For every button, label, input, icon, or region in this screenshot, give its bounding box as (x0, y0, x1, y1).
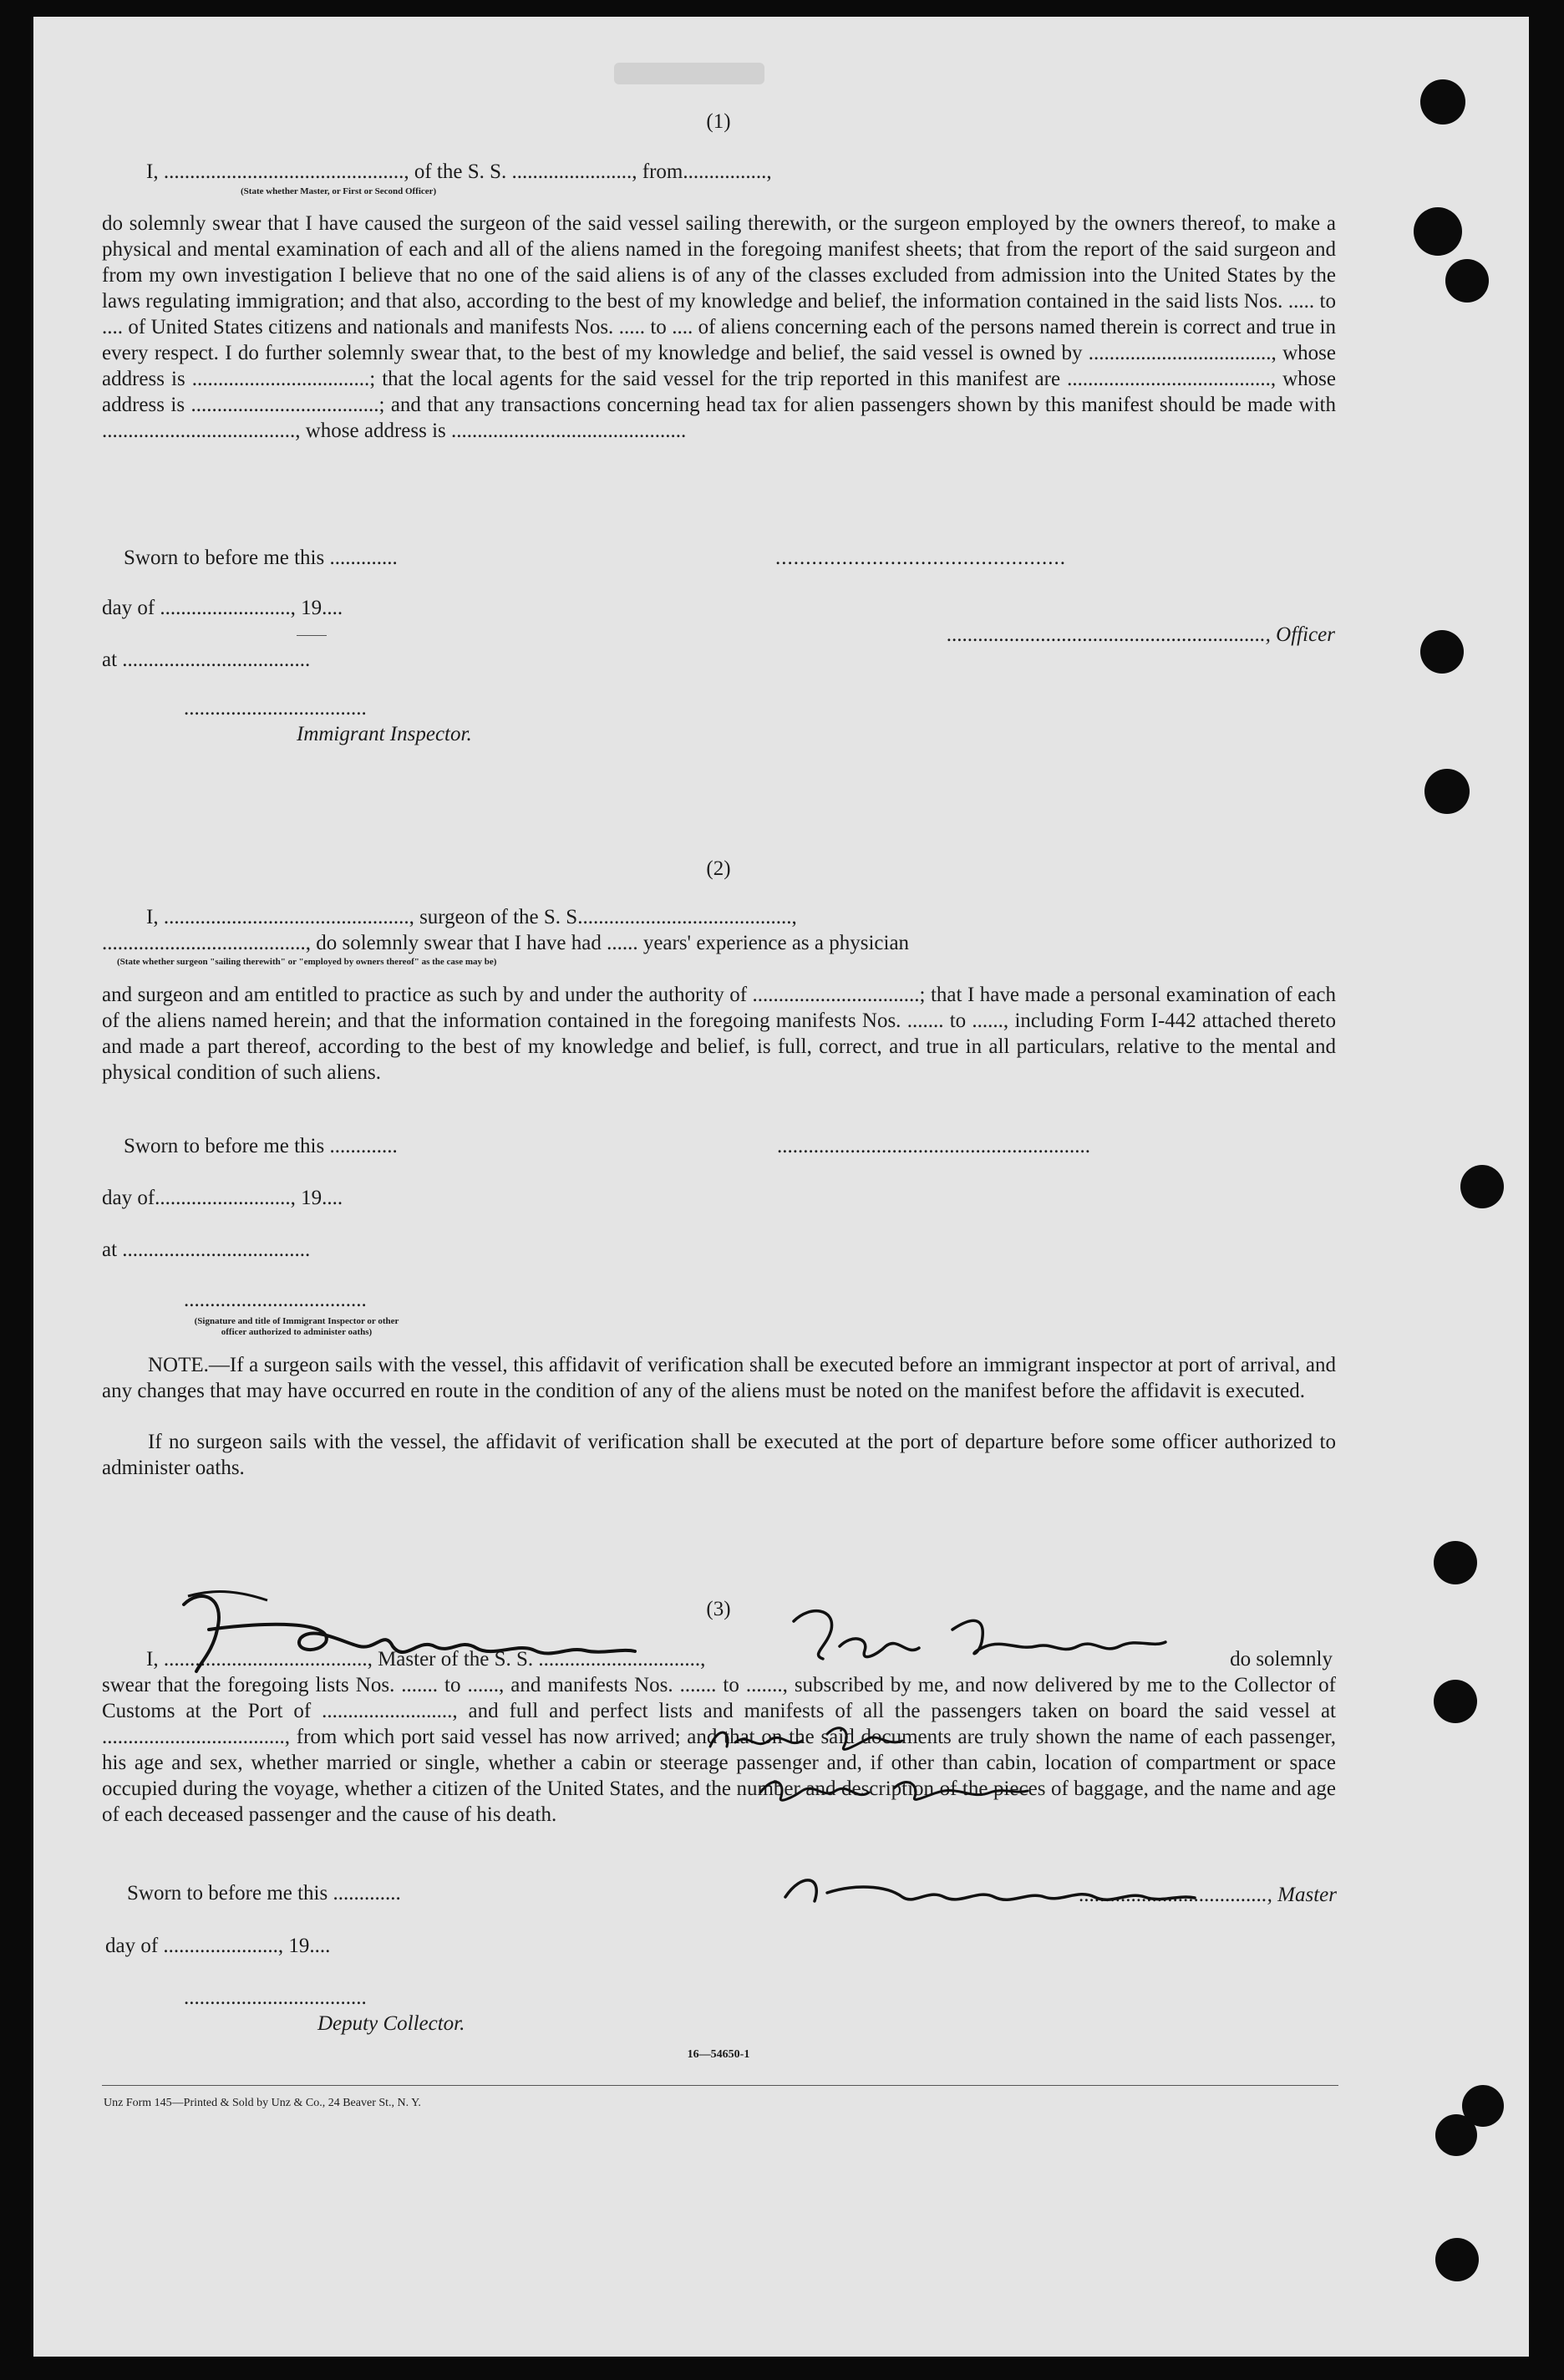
punch-hole (1414, 207, 1462, 256)
document-page (33, 17, 1529, 2357)
section2-sworn: Sworn to before me this ............. (124, 1135, 398, 1157)
punch-hole (1434, 1680, 1477, 1723)
section1-line1: I, .............................................., of the S. S. ......................., from................, (146, 160, 772, 183)
section1-number: (1) (706, 110, 731, 133)
section2-note1: NOTE.—If a surgeon sails with the vessel, this affidavit of verification shall be executed before an immigrant inspector at port of arrival, and any changes that may have occurred en route in the condition of any of the aliens must be noted on the manifest before the affidavit is executed. (102, 1354, 1336, 1402)
section1-sworn: Sworn to before me this ............. (124, 547, 398, 569)
section2-line1: I, ..............................................., surgeon of the S. S........................................., (146, 906, 797, 928)
section2-note2: If no surgeon sails with the vessel, the affidavit of verification shall be executed at the port of departure before some officer authorized to administer oaths. (102, 1431, 1336, 1479)
section1-inspector-dots: ................................... (184, 697, 367, 720)
section1-inspector-title: Immigrant Inspector. (297, 723, 472, 745)
section2-line2-note: (State whether surgeon "sailing therewith" or "employed by owners thereof" as the case may be) (117, 957, 497, 967)
section3-collector-dots: ................................... (184, 1986, 367, 2009)
section1-officer-line: ............................................................., Officer (947, 623, 1335, 646)
punch-hole (1445, 259, 1489, 303)
section1-paragraph: do solemnly swear that I have caused the surgeon of the said vessel sailing therewith, or the surgeon employed by the owners thereof, to make a physical and mental examination of each and all of the aliens named in the foregoing manifest sheets; that from the report of the said surgeon and from my own investigation I believe that no one of the said aliens is of any of the classes excluded from admission into the United States by the laws regulating immigration; and that also, according to the best of my knowledge and belief, the information contained in the said lists Nos. ..... to .... of United States citizens and nationals and manifests Nos. ..... to .... of aliens concerning each of the persons named therein is correct and true in every respect. I do further solemnly swear that, to the best of my knowledge and belief, the said vessel is owned by ..................................., whose address is ..................................; that the local agents for the said vessel for the trip reported in this manifest are ......................................., whose address is ....................................; and that any transactions concerning head tax for alien passengers shown by this manifest should be made with ....................................., whose address is ............................................. (102, 212, 1336, 442)
section2-at: at .................................... (102, 1238, 311, 1261)
section2-inspector-note: (Signature and title of Immigrant Inspector or other officer authorized to administer oaths) (194, 1316, 399, 1337)
handwritten-ship-name (785, 1596, 1186, 1671)
section2-day: day of.........................., 19.... (102, 1187, 343, 1209)
punch-hole (1420, 630, 1464, 674)
punch-hole (1460, 1165, 1504, 1208)
handwritten-port (702, 1717, 919, 1759)
section3-line1-b: do solemnly (1230, 1648, 1333, 1671)
section2-paragraph: and surgeon and am entitled to practice as such by and under the authority of ................................; that I have made a personal examination of each of the aliens named herein; and that the information contained in the foregoing manifests Nos. ....... to ......, including Form I-442 attached thereto and made a part thereof, according to the best of my knowledge and belief, is full, correct, and true in all particulars, relative to the mental and physical condition of such aliens. (102, 984, 1336, 1084)
section3-number: (3) (706, 1598, 731, 1620)
section2-number: (2) (706, 857, 731, 880)
section3-day: day of ......................, 19.... (105, 1935, 331, 1957)
punch-hole (1434, 1541, 1477, 1584)
section3-line1-a: I, ......................................., Master of the S. S. ..............................., (146, 1648, 706, 1671)
handwritten-master-signature (167, 1571, 668, 1688)
punch-hole (1435, 2114, 1477, 2156)
handwritten-origin-port (752, 1767, 1036, 1809)
punch-hole (1424, 769, 1470, 814)
section2-sig-dots: ............................................................ (777, 1135, 1090, 1157)
punch-hole (1420, 79, 1465, 125)
section1-officer-dash (297, 635, 327, 636)
section2-line2: ......................................., do solemnly swear that I have had ...... years' experience as a physician (102, 932, 910, 954)
section3-collector-title: Deputy Collector. (317, 2012, 465, 2035)
footer-publisher: Unz Form 145—Printed & Sold by Unz & Co., 24 Beaver St., N. Y. (104, 2097, 421, 2109)
section2-inspector-dots: ................................... (184, 1289, 367, 1311)
form-number: 16—54650-1 (687, 2048, 750, 2061)
section1-day: day of ........................., 19.... (102, 597, 343, 619)
section1-line1-note: (State whether Master, or First or Second Officer) (241, 186, 437, 196)
section3-sworn: Sworn to before me this ............. (127, 1882, 401, 1905)
punch-hole (1435, 2238, 1479, 2281)
handwritten-master-signature-2 (777, 1859, 1245, 1918)
faint-stamp-mark (614, 63, 764, 84)
section1-sig-dots: ................................................ (775, 547, 1066, 569)
section1-at: at .................................... (102, 648, 311, 671)
section3-master-line: ...................................., Master (1079, 1884, 1337, 1906)
footer-rule (102, 2085, 1338, 2086)
section3-paragraph: swear that the foregoing lists Nos. ....... to ......, and manifests Nos. ....... to ......., subscribed by me, and now delivered by me to the Collector of Customs at the Port of ........................., and full and perfect lists and manifests of all the passengers taken on board the said vessel at ..................................., from which port said vessel has now arrived; and that on the said documents are truly shown the name of each passenger, his age and sex, whether married or single, whether a cabin or steerage passenger and, if other than cabin, location of compartment or space occupied during the voyage, whether a citizen of the United States, and the number and description of the pieces of baggage, and the name and age of each deceased passenger and the cause of his death. (102, 1674, 1336, 1826)
